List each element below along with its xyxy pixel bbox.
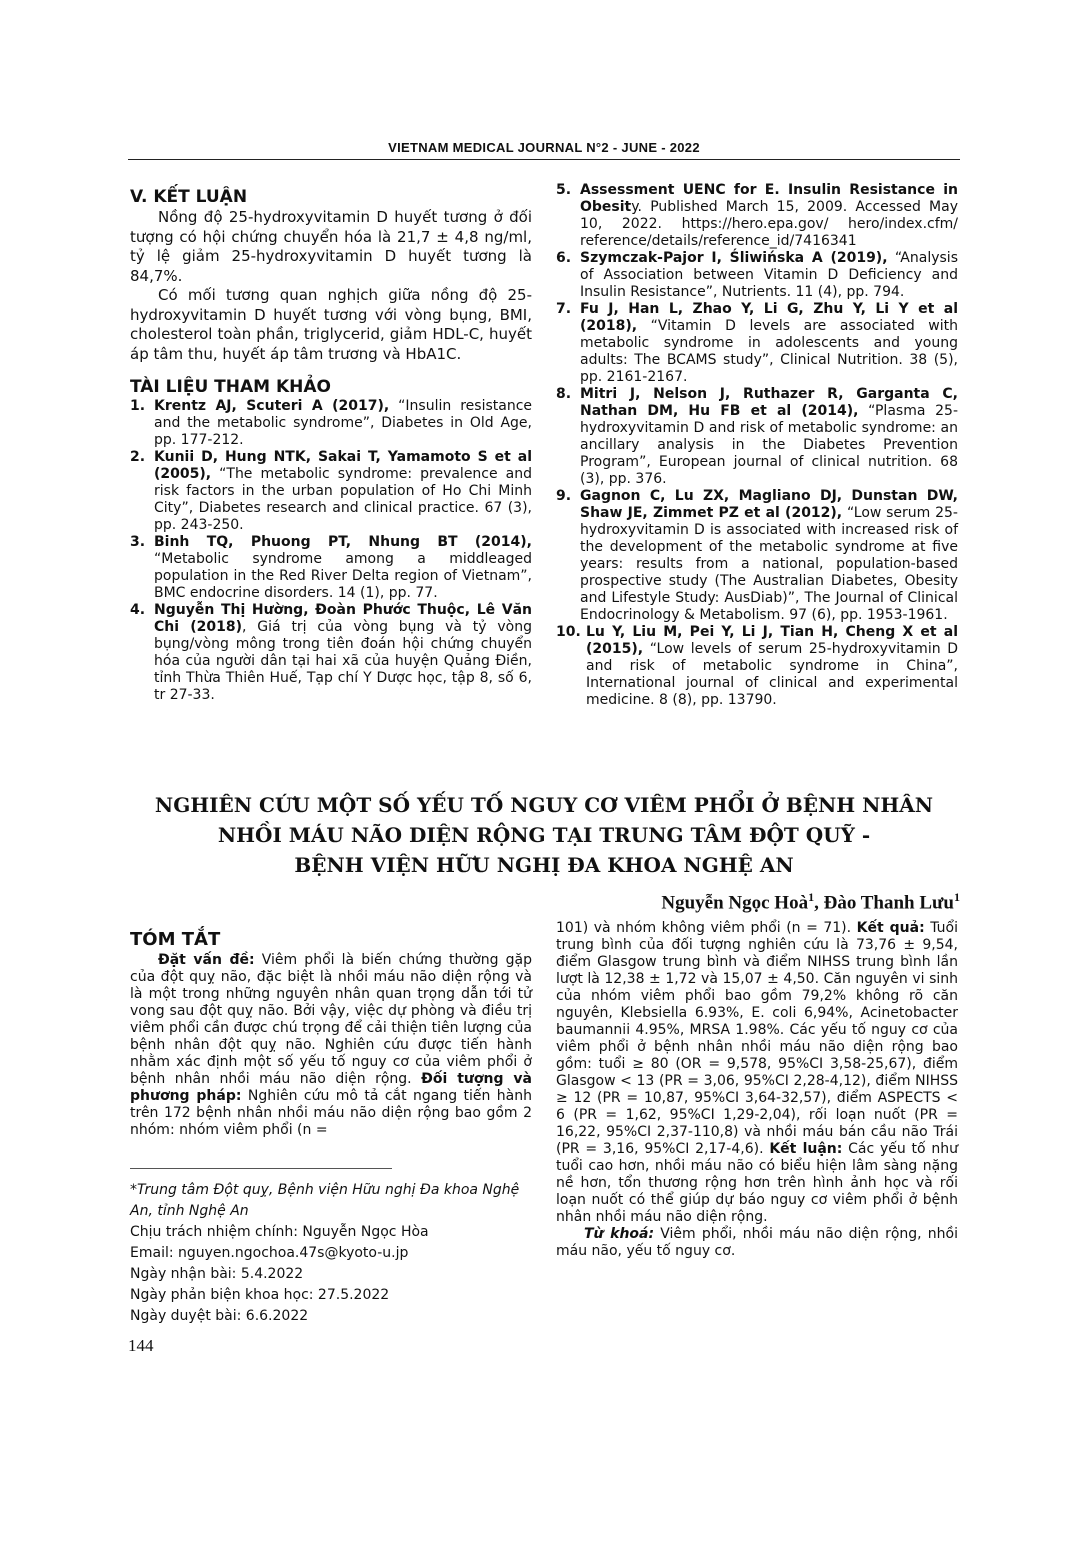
header-rule bbox=[128, 159, 960, 160]
reference-item: 3. Binh TQ, Phuong PT, Nhung BT (2014), “Metabolic syndrome among a middleaged population in the Red River Delta region of Vietnam”, BMC endocrine disorders. 14 (1), pp. 77. bbox=[130, 534, 532, 601]
right-column-top bbox=[556, 182, 958, 709]
article-title-line-2: NHỒI MÁU NÃO DIỆN RỘNG TẠI TRUNG TÂM ĐỘT QUỸ - bbox=[217, 823, 871, 847]
conclusion-paragraph-1: Nồng độ 25-hydroxyvitamin D huyết tương ở đối tượng có hội chứng chuyển hóa là 21,7 ± 4,8 ng/ml, tỷ lệ giảm 25-hydroxyvitamin D huyết tương là 84,7%. bbox=[130, 208, 532, 285]
author-2-affiliation: 1 bbox=[954, 890, 960, 904]
abstract-right bbox=[556, 920, 958, 1260]
author-1-affiliation: 1 bbox=[808, 890, 815, 904]
article-title-line-3: BỆNH VIỆN HỮU NGHỊ ĐA KHOA NGHỆ AN bbox=[294, 853, 794, 877]
footnote-affiliation: *Trung tâm Đột quỵ, Bệnh viện Hữu nghị Đa khoa Nghệ An, tỉnh Nghệ An bbox=[130, 1182, 520, 1219]
page-number: 144 bbox=[128, 1336, 154, 1355]
abstract-left bbox=[130, 928, 532, 1139]
abstract-results: 101) và nhóm không viêm phổi (n = 71). Kết quả: Tuổi trung bình của đối tượng nghiên cứu là 73,76 ± 9,54, điểm Glasgow trung bình và điểm NIHSS trung bình lần lượt là 12,38 ± 1,72 và 15,07 ± 4,50. Căn nguyên vi sinh của nhóm viêm phổi bao gồm 79,2% không rõ căn nguyên, Klebsiella 6.93%, E. coli 6,94%, Acinetobacter baumannii 4.95%, MRSA 1.98%. Các yếu tố nguy cơ của viêm phổi ở bệnh nhân nhồi máu não diện rộng bao gồm: tuổi ≥ 80 (OR = 9,578, 95%CI 3,58-25,67), điểm Glasgow < 13 (PR = 3,06, 95%CI 2,28-4,12), điểm NIHSS ≥ 12 (PR = 10,87, 95%CI 3,64-32,57), điểm ASPECTS < 6 (PR = 1,62, 95%CI 1,29-2,04), rối loạn nuốt (PR = 16,22, 95%CI 2,37-110,8) và nhồi máu bán cầu não Trái (PR = 3,16, 95%CI 2,17-4,6). Kết luận: Các yếu tố như tuổi cao hơn, nhồi máu não có biểu hiện lâm sàng nặng nề hơn, tổn thương rộng hơn trên hình ảnh học và rối loạn nuốt có thể giúp dự báo nguy cơ viêm phổi ở bệnh nhân nhồi máu não diện rộng. bbox=[556, 920, 958, 1225]
reference-item: 7. Fu J, Han L, Zhao Y, Li G, Zhu Y, Li Y et al (2018), “Vitamin D levels are associated with metabolic syndrome in adolescents and young adults: The BCAMS study”, Clinical Nutrition. 38 (5), pp. 2161-2167. bbox=[556, 301, 958, 385]
authors bbox=[661, 890, 960, 914]
reference-item: 10. Lu Y, Liu M, Pei Y, Li J, Tian H, Cheng X et al (2015), “Low levels of serum 25-hydroxyvitamin D and risk of metabolic syndrome in China”, International journal of clinical and experimental medicine. 8 (8), pp. 13790. bbox=[556, 624, 958, 708]
footnote bbox=[130, 1180, 532, 1327]
footnote-received: Ngày nhận bài: 5.4.2022 bbox=[130, 1266, 304, 1282]
conclusion-paragraph-2: Có mối tương quan nghịch giữa nồng độ 25-hydroxyvitamin D huyết tương với vòng bụng, BMI, cholesterol toàn phần, triglycerid, giảm HDL-C, huyết áp tâm thu, huyết áp tâm trương và HbA1C. bbox=[130, 286, 532, 363]
left-column-top bbox=[130, 186, 532, 704]
reference-item: 9. Gagnon C, Lu ZX, Magliano DJ, Dunstan DW, Shaw JE, Zimmet PZ et al (2012), “Low serum 25-hydroxyvitamin D is associated with increased risk of the development of the metabolic syndrome at five years: results from a national, population-based prospective study (The Australian Diabetes, Obesity and Lifestyle Study: AusDiab)”, The Journal of Clinical Endocrinology & Metabolism. 97 (6), pp. 1953-1961. bbox=[556, 488, 958, 623]
footnote-rule bbox=[130, 1168, 392, 1169]
abstract-title: TÓM TẮT bbox=[130, 929, 221, 950]
conclusion-title: V. KẾT LUẬN bbox=[130, 187, 248, 207]
reference-item: 8. Mitri J, Nelson J, Ruthazer R, Garganta C, Nathan DM, Hu FB et al (2014), “Plasma 25-hydroxyvitamin D and risk of metabolic syndrome: an ancillary analysis in the Diabetes Prevention Program”, European journal of clinical nutrition. 68 (3), pp. 376. bbox=[556, 386, 958, 487]
article-title bbox=[128, 790, 960, 880]
abstract-keywords: Từ khoá: Viêm phổi, nhồi máu não diện rộng, nhồi máu não, yếu tố nguy cơ. bbox=[556, 1226, 958, 1259]
footnote-corresponding: Chịu trách nhiệm chính: Nguyễn Ngọc Hòa bbox=[130, 1224, 429, 1240]
reference-item: 5. Assessment UENC for E. Insulin Resistance in Obesity. Published March 15, 2009. Accessed May 10, 2022. https://hero.epa.gov/ hero/index.cfm/ reference/details/reference_id/7416341 bbox=[556, 182, 958, 249]
article-title-line-1: NGHIÊN CỨU MỘT SỐ YẾU TỐ NGUY CƠ VIÊM PHỔI Ở BỆNH NHÂN bbox=[154, 793, 934, 817]
references-list-right bbox=[556, 182, 958, 709]
references-title: TÀI LIỆU THAM KHẢO bbox=[130, 377, 331, 397]
reference-item: 4. Nguyễn Thị Hường, Đoàn Phước Thuộc, Lê Văn Chi (2018), Giá trị của vòng bụng và tỷ vòng bụng/vòng mông trong tiên đoán hội chứng chuyển hóa của người dân tại hai xã của huyện Quảng Điền, tỉnh Thừa Thiên Huế, Tạp chí Y Dược học, tập 8, số 6, tr 27-33. bbox=[130, 602, 532, 703]
footnote-email: Email: nguyen.ngochoa.47s@kyoto-u.jp bbox=[130, 1245, 409, 1261]
references-list-left bbox=[130, 398, 532, 704]
footnote-accepted: Ngày duyệt bài: 6.6.2022 bbox=[130, 1308, 309, 1324]
reference-item: 1. Krentz AJ, Scuteri A (2017), “Insulin resistance and the metabolic syndrome”, Diabetes in Old Age, pp. 177-212. bbox=[130, 398, 533, 448]
abstract-background: Đặt vấn đề: Viêm phổi là biến chứng thường gặp của đột quỵ não, đặc biệt là nhồi máu não diện rộng và là một trong những nguyên nhân quan trọng dẫn tới tử vong sau đột quỵ não. Bởi vậy, việc dự phòng và điều trị viêm phổi cần được chú trọng để cải thiện tiên lượng của bệnh nhân đột quỵ não. Nghiên cứu được tiến hành nhằm xác định một số yếu tố nguy cơ của viêm phổi ở bệnh nhân nhồi máu não diện rộng. Đối tượng và phương pháp: Nghiên cứu mô tả cắt ngang tiến hành trên 172 bệnh nhân nhồi máu não diện rộng bao gồm 2 nhóm: nhóm viêm phổi (n = bbox=[130, 952, 533, 1138]
footnote-reviewed: Ngày phản biện khoa học: 27.5.2022 bbox=[130, 1287, 390, 1303]
reference-item: 2. Kunii D, Hung NTK, Sakai T, Yamamoto S et al (2005), “The metabolic syndrome: prevalence and risk factors in the urban population of Ho Chi Minh City”, Diabetes research and clinical practice. 67 (3), pp. 243-250. bbox=[130, 449, 532, 533]
author-separator: , bbox=[814, 892, 824, 914]
journal-header: VIETNAM MEDICAL JOURNAL N°2 - JUNE - 2022 bbox=[388, 140, 700, 155]
author-2: Đào Thanh Lưu bbox=[823, 892, 954, 914]
author-1: Nguyễn Ngọc Hoà bbox=[661, 892, 809, 914]
reference-item: 6. Szymczak-Pajor I, Śliwińska A (2019), “Analysis of Association between Vitamin D Deficiency and Insulin Resistance”, Nutrients. 11 (4), pp. 794. bbox=[556, 250, 958, 300]
